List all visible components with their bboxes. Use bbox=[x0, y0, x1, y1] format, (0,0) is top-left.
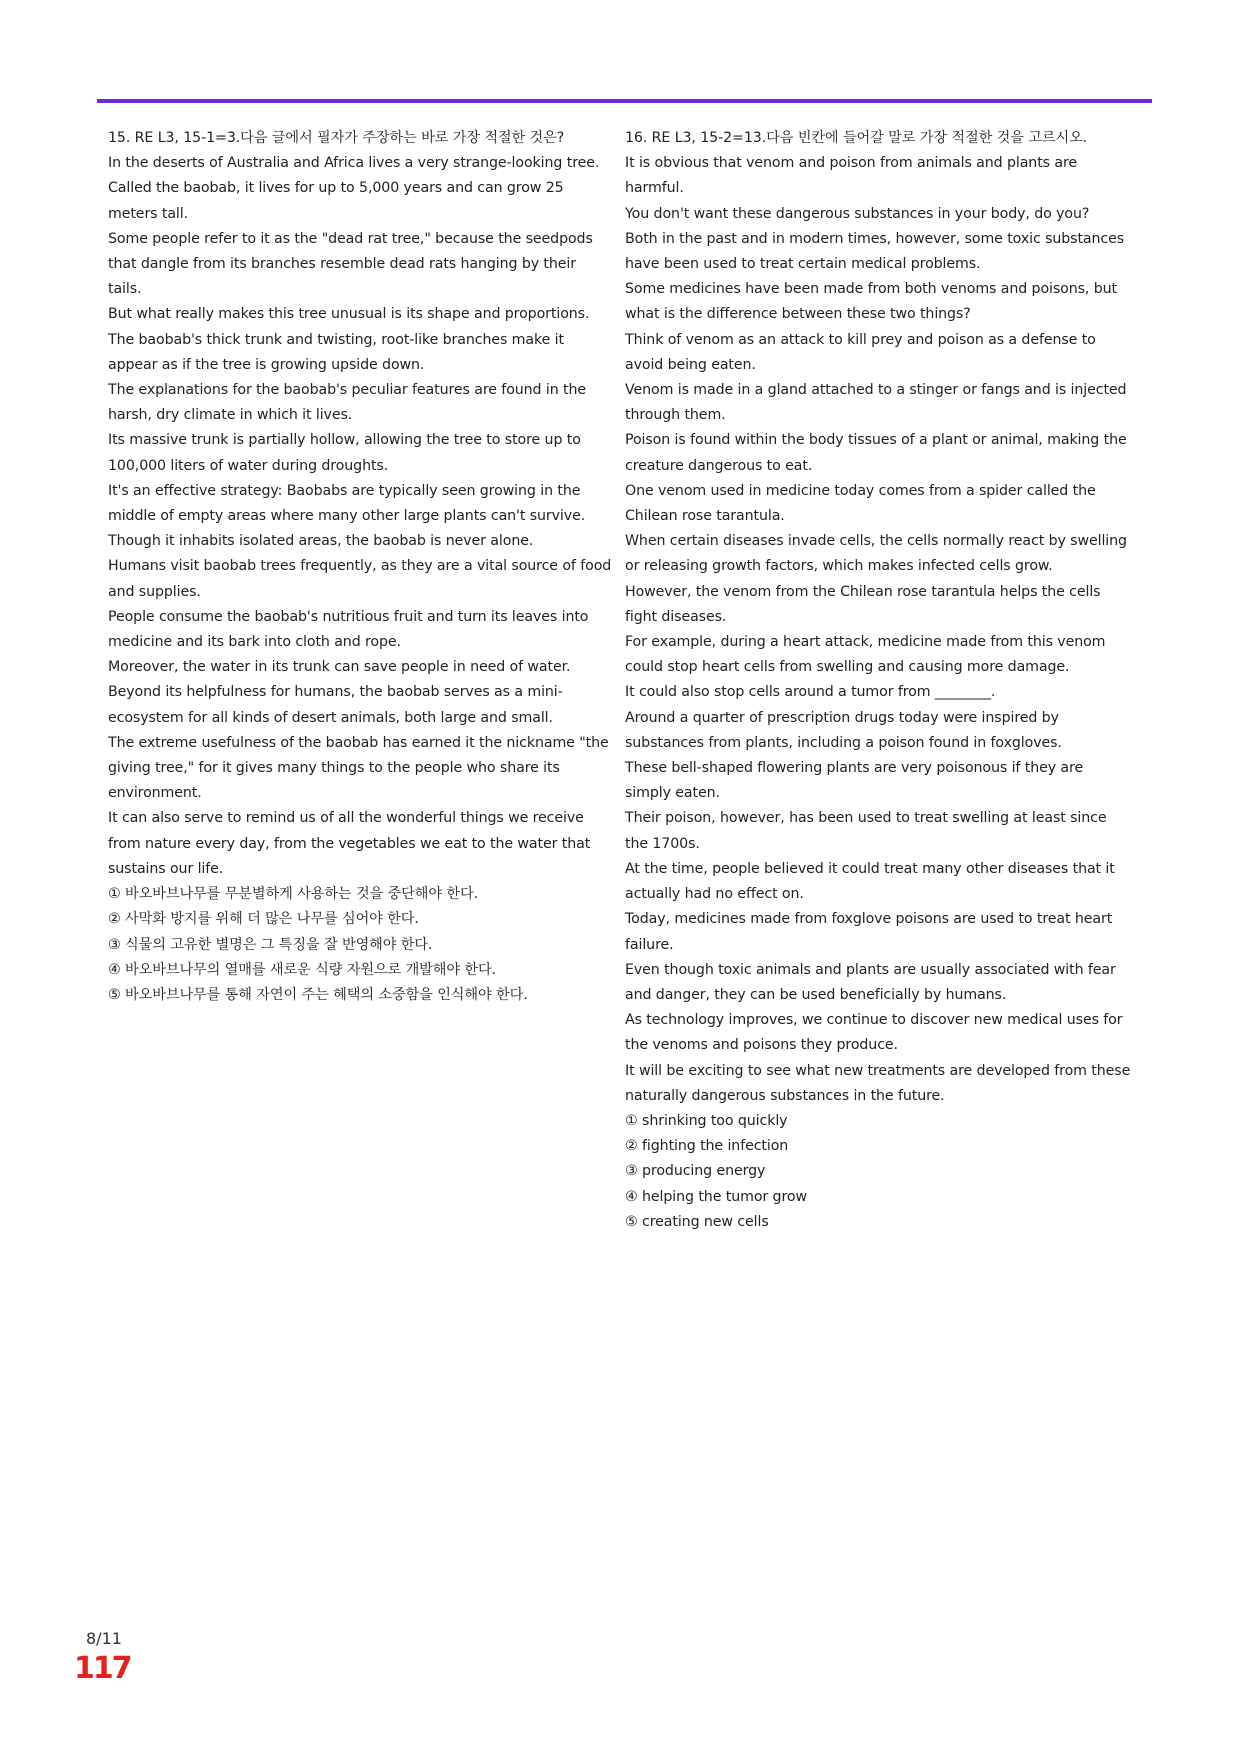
answer-option: ① shrinking too quickly bbox=[625, 1112, 788, 1129]
question-15 bbox=[108, 126, 613, 1008]
passage-sentence: Think of venom as an attack to kill prey and poison as a defense to avoid being eaten. bbox=[625, 331, 1096, 373]
passage-sentence: Venom is made in a gland attached to a stinger or fangs and is injected through them. bbox=[625, 382, 1127, 424]
passage bbox=[625, 151, 1133, 1109]
answer-option: ⑤ 바오바브나무를 통해 자연이 주는 혜택의 소중함을 인식해야 한다. bbox=[108, 986, 528, 1003]
passage bbox=[108, 151, 613, 882]
answer-option: ② fighting the infection bbox=[625, 1138, 789, 1155]
passage-sentence: At the time, people believed it could treat many other diseases that it actually had no effect on. bbox=[625, 860, 1115, 903]
passage-sentence: Moreover, the water in its trunk can save people in need of water. bbox=[108, 659, 571, 676]
passage-sentence: It's an effective strategy: Baobabs are typically seen growing in the middle of empty areas where many other large plants can't survive. bbox=[108, 482, 586, 525]
passage-sentence: As technology improves, we continue to discover new medical uses for the venoms and poisons they produce. bbox=[625, 1012, 1123, 1054]
passage-sentence: Some people refer to it as the "dead rat tree," because the seedpods that dangle from its branches resemble dead rats hanging by their tails. bbox=[108, 230, 593, 298]
passage-sentence: Around a quarter of prescription drugs today were inspired by substances from plants, including a poison found in foxgloves. bbox=[625, 709, 1062, 751]
passage-sentence: Beyond its helpfulness for humans, the baobab serves as a mini-ecosystem for all kinds of desert animals, both large and small. bbox=[108, 684, 563, 726]
passage-sentence: It could also stop cells around a tumor from ________. bbox=[625, 684, 996, 701]
passage-sentence: Today, medicines made from foxglove poisons are used to treat heart failure. bbox=[625, 911, 1113, 953]
answer-options bbox=[625, 1109, 1133, 1235]
passage-sentence: When certain diseases invade cells, the cells normally react by swelling or releasing growth factors, which makes infected cells grow. bbox=[625, 533, 1127, 575]
passage-sentence: Some medicines have been made from both venoms and poisons, but what is the difference between these two things? bbox=[625, 281, 1118, 323]
passage-sentence: Their poison, however, has been used to treat swelling at least since the 1700s. bbox=[625, 810, 1107, 852]
passage-sentence: Called the baobab, it lives for up to 5,000 years and can grow 25 meters tall. bbox=[108, 180, 564, 222]
passage-sentence: It will be exciting to see what new treatments are developed from these naturally dangerous substances in the future. bbox=[625, 1062, 1131, 1104]
passage-sentence: The baobab's thick trunk and twisting, root-like branches make it appear as if the tree is growing upside down. bbox=[108, 331, 564, 373]
question-title: 15. RE L3, 15-1=3.다음 글에서 필자가 주장하는 바로 가장 적절한 것은? bbox=[108, 130, 565, 146]
answer-option: ④ 바오바브나무의 열매를 새로운 식량 자원으로 개발해야 한다. bbox=[108, 961, 497, 978]
passage-sentence: Both in the past and in modern times, however, some toxic substances have been used to treat certain medical problems. bbox=[625, 230, 1125, 273]
passage-sentence: People consume the baobab's nutritious fruit and turn its leaves into medicine and its bark into cloth and rope. bbox=[108, 608, 589, 651]
passage-sentence: These bell-shaped flowering plants are very poisonous if they are simply eaten. bbox=[625, 760, 1084, 802]
passage-sentence: The extreme usefulness of the baobab has earned it the nickname "the giving tree," for it gives many things to the people who share its environment. bbox=[108, 734, 609, 802]
answer-option: ③ 식물의 고유한 별명은 그 특징을 잘 반영해야 한다. bbox=[108, 936, 433, 953]
answer-option: ③ producing energy bbox=[625, 1163, 766, 1180]
passage-sentence: For example, during a heart attack, medicine made from this venom could stop heart cells from swelling and causing more damage. bbox=[625, 634, 1106, 676]
passage-sentence: Though it inhabits isolated areas, the baobab is never alone. bbox=[108, 533, 534, 550]
passage-sentence: But what really makes this tree unusual is its shape and proportions. bbox=[108, 306, 590, 323]
passage-sentence: Humans visit baobab trees frequently, as they are a vital source of food and supplies. bbox=[108, 558, 612, 600]
top-rule bbox=[97, 99, 1152, 103]
passage-sentence: One venom used in medicine today comes from a spider called the Chilean rose tarantula. bbox=[625, 482, 1096, 525]
passage-sentence: It is obvious that venom and poison from animals and plants are harmful. bbox=[625, 155, 1078, 197]
passage-sentence: Its massive trunk is partially hollow, allowing the tree to store up to 100,000 liters of water during droughts. bbox=[108, 432, 581, 474]
answer-option: ⑤ creating new cells bbox=[625, 1213, 769, 1230]
passage-sentence: The explanations for the baobab's peculiar features are found in the harsh, dry climate in which it lives. bbox=[108, 382, 586, 424]
answer-options bbox=[108, 882, 613, 1008]
passage-sentence: Even though toxic animals and plants are usually associated with fear and danger, they can be used beneficially by humans. bbox=[625, 961, 1116, 1003]
page-indicator: 8/11 bbox=[86, 1629, 122, 1648]
answer-option: ① 바오바브나무를 무분별하게 사용하는 것을 중단해야 한다. bbox=[108, 886, 479, 903]
question-16 bbox=[625, 126, 1133, 1235]
passage-sentence: Poison is found within the body tissues of a plant or animal, making the creature dangerous to eat. bbox=[625, 432, 1127, 474]
passage-sentence: You don't want these dangerous substances in your body, do you? bbox=[625, 205, 1090, 222]
page-number: 117 bbox=[74, 1651, 131, 1686]
answer-option: ② 사막화 방지를 위해 더 많은 나무를 심어야 한다. bbox=[108, 911, 419, 928]
passage-sentence: It can also serve to remind us of all the wonderful things we receive from nature every day, from the vegetables we eat to the water that sustains our life. bbox=[108, 810, 591, 877]
answer-option: ④ helping the tumor grow bbox=[625, 1188, 807, 1205]
passage-sentence: In the deserts of Australia and Africa lives a very strange-looking tree. bbox=[108, 155, 600, 172]
passage-sentence: However, the venom from the Chilean rose tarantula helps the cells fight diseases. bbox=[625, 583, 1101, 625]
question-title: 16. RE L3, 15-2=13.다음 빈칸에 들어갈 말로 가장 적절한 것을 고르시오. bbox=[625, 130, 1088, 146]
